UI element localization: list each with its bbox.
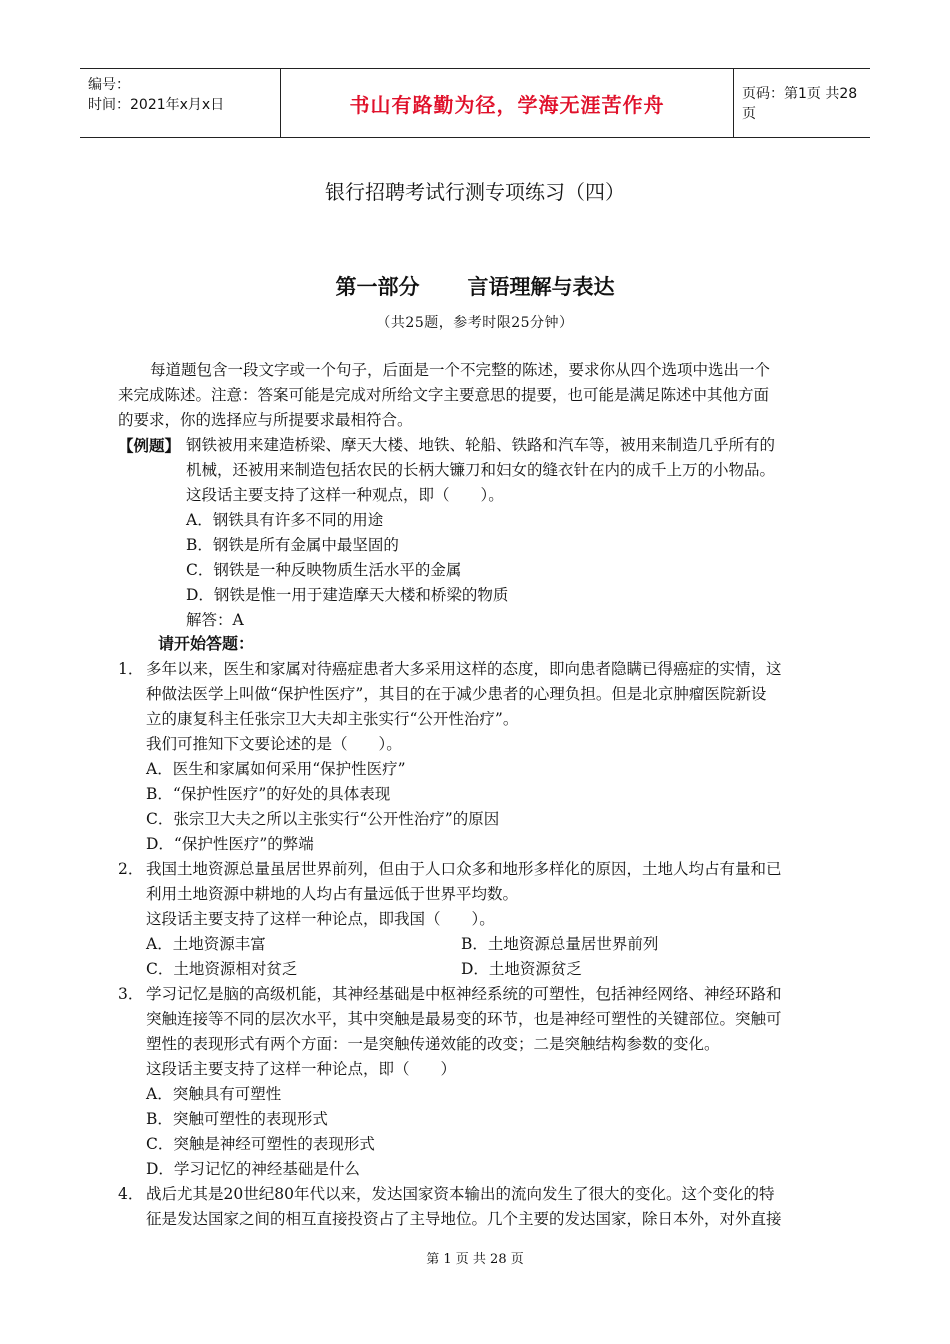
example-text-3: 这段话主要支持了这样一种观点，即（ ）。 (186, 486, 504, 504)
section-heading (0, 271, 950, 301)
q3-line-3: 塑性的表现形式有两个方面：一是突触传递效能的改变；二是突触结构参数的变化。 (146, 1035, 720, 1053)
q3-line-1: 学习记忆是脑的高级机能，其神经基础是中枢神经系统的可塑性，包括神经网络、神经环路和 (146, 985, 782, 1003)
q2-option-c: C．土地资源相对贫乏 (146, 960, 298, 978)
q1-option-d: D．“保护性医疗”的弊端 (146, 835, 314, 853)
motto-text: 书山有路勤为径，学海无涯苦作舟 (349, 92, 665, 117)
q4-line-1: 战后尤其是20世纪80年代以来，发达国家资本输出的流向发生了很大的变化。这个变化的特 (146, 1185, 775, 1203)
header-table (80, 68, 870, 138)
q1-line-1: 多年以来，医生和家属对待癌症患者大多采用这样的态度，即向患者隐瞒已得癌症的实情，这 (146, 660, 782, 678)
page-footer: 第 1 页 共 28 页 (426, 1252, 524, 1267)
number-label: 编号： (88, 77, 130, 93)
page-code: 页码：第1页 共28页 (742, 86, 858, 122)
q2-option-b: B．土地资源总量居世界前列 (461, 935, 659, 953)
example-option-d: D．钢铁是惟一用于建造摩天大楼和桥梁的物质 (186, 586, 509, 604)
page-code-cell (734, 69, 870, 137)
q4-number: 4． (118, 1185, 144, 1203)
q2-line-3: 这段话主要支持了这样一种论点，即我国（ ）。 (146, 910, 495, 928)
section-note: （共25题，参考时限25分钟） (376, 315, 574, 331)
q3-number: 3． (118, 985, 144, 1003)
date-label: 时间：2021年x月x日 (88, 97, 225, 113)
q2-option-a: A．土地资源丰富 (146, 935, 266, 953)
q3-option-d: D．学习记忆的神经基础是什么 (146, 1160, 360, 1178)
q1-line-2: 种做法医学上叫做“保护性医疗”，其目的在于减少患者的心理负担。但是北京肿瘤医院新设 (146, 685, 767, 703)
example-option-b: B．钢铁是所有金属中最坚固的 (186, 536, 399, 554)
q1-option-a: A．医生和家属如何采用“保护性医疗” (146, 760, 406, 778)
q3-line-2: 突触连接等不同的层次水平，其中突触是最易变的环节，也是神经可塑性的关键部位。突触可 (146, 1010, 782, 1028)
document-title: 银行招聘考试行测专项练习（四） (325, 180, 625, 204)
q3-option-c: C．突触是神经可塑性的表现形式 (146, 1135, 375, 1153)
example-text-1: 钢铁被用来建造桥梁、摩天大楼、地铁、轮船、铁路和汽车等，被用来制造几乎所有的 (186, 436, 776, 454)
q2-option-d: D．土地资源贫乏 (461, 960, 582, 978)
example-option-a: A．钢铁具有许多不同的用途 (186, 511, 384, 529)
q3-option-b: B．突触可塑性的表现形式 (146, 1110, 328, 1128)
example-text-2: 机械，还被用来制造包括农民的长柄大镰刀和妇女的缝衣针在内的成千上万的小物品。 (186, 461, 776, 479)
intro-line-2: 来完成陈述。注意：答案可能是完成对所给文字主要意思的提要，也可能是满足陈述中其他方面 (118, 386, 770, 404)
q2-number: 2． (118, 860, 144, 878)
q4-line-2: 征是发达国家之间的相互直接投资占了主导地位。几个主要的发达国家，除日本外，对外直接 (146, 1210, 782, 1228)
intro-line-3: 的要求，你的选择应与所提要求最相符合。 (118, 411, 413, 429)
q2-line-1: 我国土地资源总量虽居世界前列，但由于人口众多和地形多样化的原因，土地人均占有量和已 (146, 860, 782, 878)
example-label: 【例题】 (118, 436, 181, 455)
example-answer: 解答：A (186, 611, 244, 629)
q3-option-a: A．突触具有可塑性 (146, 1085, 282, 1103)
q1-number: 1． (118, 660, 144, 678)
section-part: 第一部分 (335, 275, 420, 299)
q1-line-3: 立的康复科主任张宗卫大夫却主张实行“公开性治疗”。 (146, 710, 519, 728)
example-option-c: C．钢铁是一种反映物质生活水平的金属 (186, 561, 462, 579)
q3-line-4: 这段话主要支持了这样一种论点，即（ ） (146, 1060, 457, 1078)
intro-line-1: 每道题包含一段文字或一个句子，后面是一个不完整的陈述，要求你从四个选项中选出一个 (150, 361, 771, 379)
q1-option-c: C．张宗卫大夫之所以主张实行“公开性治疗”的原因 (146, 810, 500, 828)
section-name: 言语理解与表达 (467, 275, 615, 299)
q1-line-4: 我们可推知下文要论述的是（ ）。 (146, 735, 402, 753)
start-prompt: 请开始答题： (158, 634, 255, 653)
header-meta-cell (80, 69, 280, 137)
q1-option-b: B．“保护性医疗”的好处的具体表现 (146, 785, 391, 803)
q2-line-2: 利用土地资源中耕地的人均占有量远低于世界平均数。 (146, 885, 519, 903)
motto-cell (280, 69, 734, 137)
